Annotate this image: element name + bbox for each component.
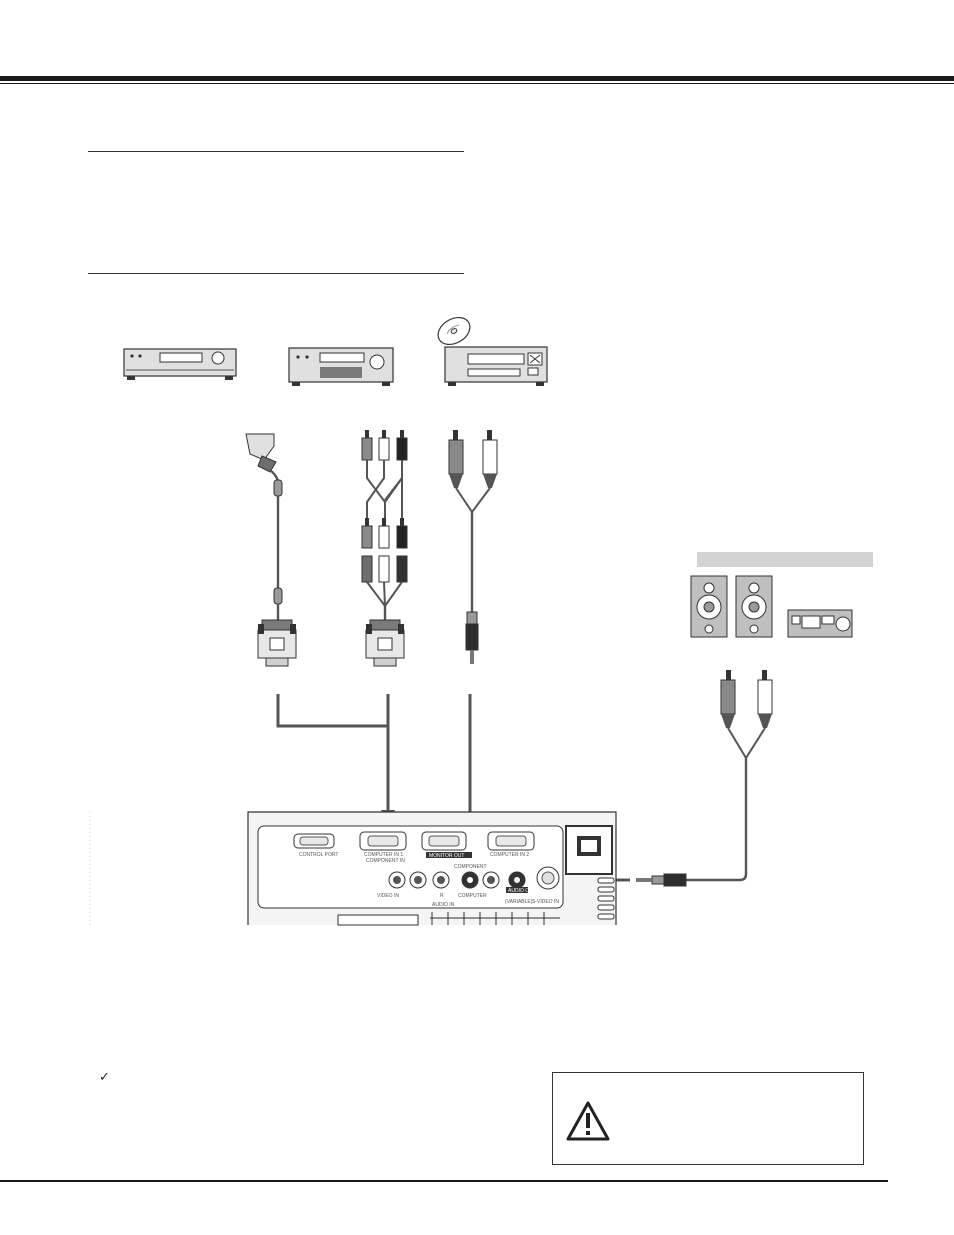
- audio-equipment-device: [445, 347, 547, 386]
- component-vga-cable: [362, 430, 407, 666]
- cd-disc-icon: [433, 312, 474, 350]
- scart-vga-cable: [246, 434, 296, 666]
- speaker-right-icon: [736, 576, 772, 637]
- amplifier-icon: [788, 610, 852, 637]
- port-label-control-port: CONTROL PORT: [299, 852, 339, 858]
- footer-rule: [0, 1180, 888, 1182]
- port-label-r: R: [440, 893, 444, 899]
- port-label-audio-in: AUDIO IN: [432, 902, 455, 908]
- port-label-audio-out: AUDIO OUT: [508, 888, 536, 894]
- port-label-variable: (VARIABLE): [505, 899, 533, 905]
- projector-rear-panel: [90, 812, 616, 925]
- port-label-component-in: COMPONENT IN: [366, 858, 405, 864]
- port-label-video-in: VIDEO IN: [377, 893, 399, 899]
- audio-out-cable: [636, 670, 772, 886]
- video-disc-player-device: [289, 348, 393, 386]
- port-label-computer-in-2: COMPUTER IN 2: [490, 852, 530, 858]
- warning-triangle-icon: [565, 1100, 611, 1142]
- warning-box: [552, 1072, 864, 1165]
- port-label-s-video-in: S-VIDEO IN: [532, 899, 559, 905]
- port-label-monitor-out: MONITOR OUT: [429, 853, 465, 859]
- port-label-component: COMPONENT: [454, 864, 487, 870]
- port-label-computer-in-1: COMPUTER IN 1: [364, 852, 404, 858]
- speaker-left-icon: [691, 576, 727, 637]
- vcr-device: [124, 349, 236, 380]
- port-label-computer: COMPUTER: [458, 893, 487, 899]
- audio-equipment-header-bar: [697, 552, 873, 567]
- rca-audio-cable: [449, 430, 497, 664]
- checkmark-icon: ✓: [99, 1070, 110, 1085]
